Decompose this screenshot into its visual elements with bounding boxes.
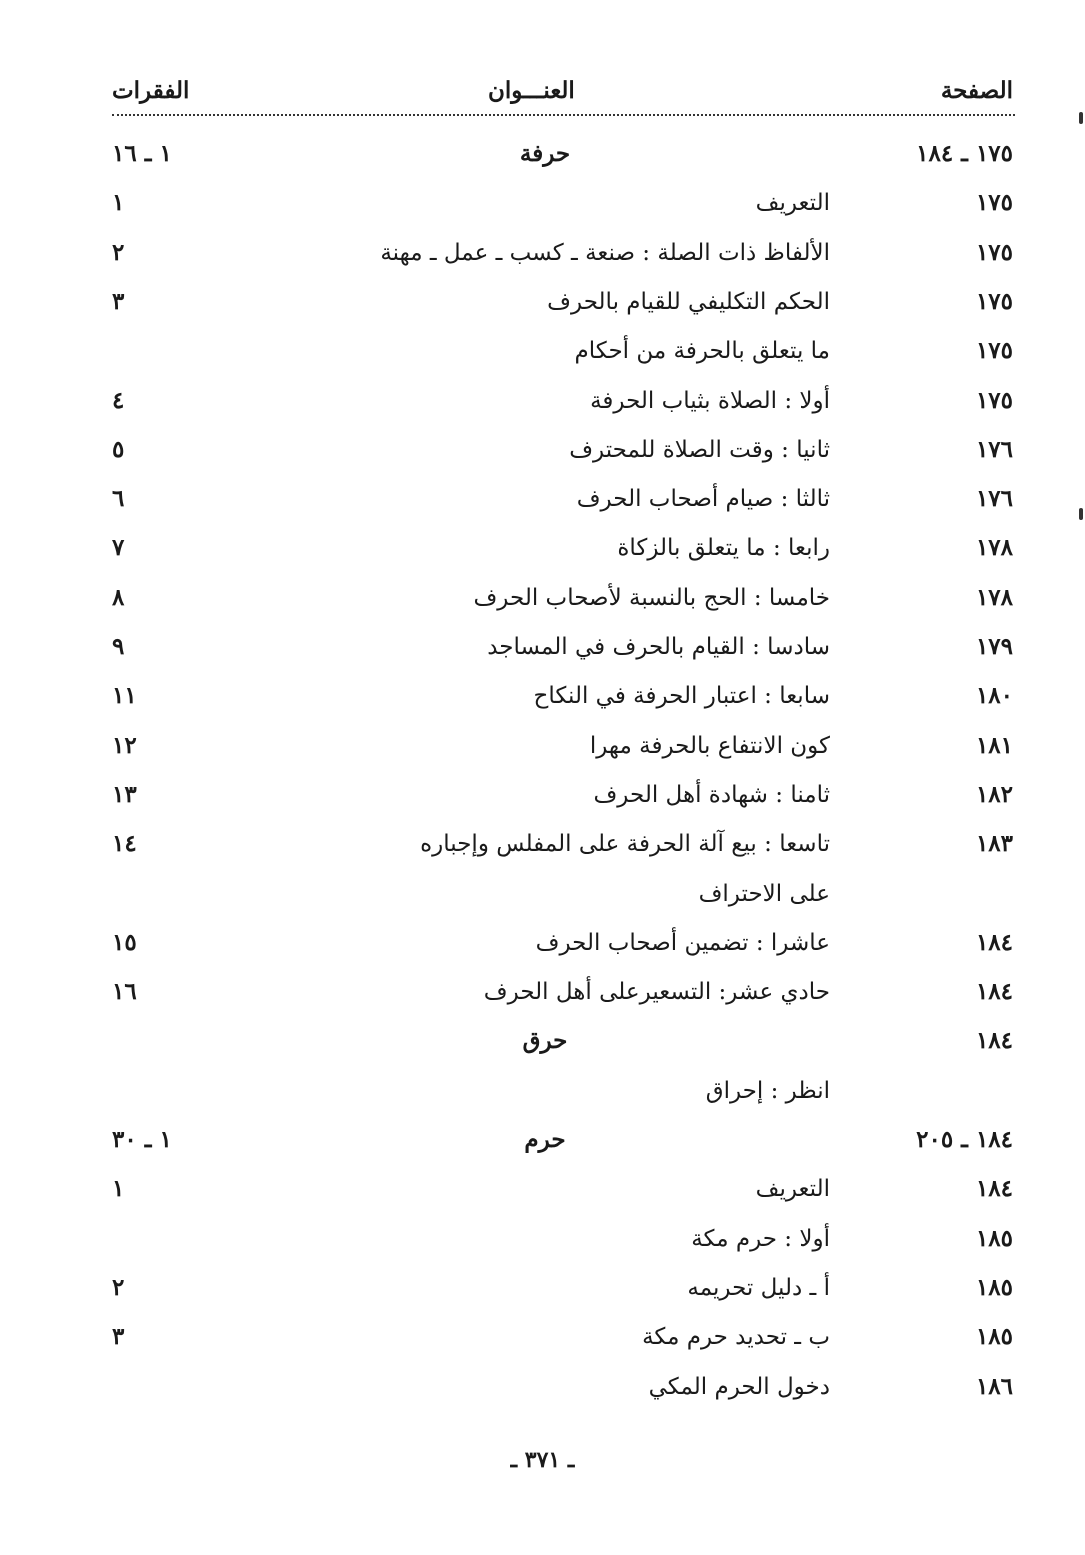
toc-page: ١٨٥ <box>975 1273 1013 1301</box>
toc-page: ١٧٥ <box>975 337 1013 365</box>
toc-row <box>0 430 1085 470</box>
page-number: ـ ٣٧١ ـ <box>510 1447 575 1473</box>
toc-title: أ ـ دليل تحريمه <box>687 1274 830 1301</box>
toc-title: تاسعا : بيع آلة الحرفة على المفلس وإجباره <box>420 831 830 858</box>
toc-row <box>0 479 1085 519</box>
toc-heading-row <box>0 134 1085 174</box>
toc-title: سادسا : القيام بالحرف في المساجد <box>487 634 830 660</box>
toc-page: ١٧٥ <box>975 386 1013 414</box>
toc-paragraphs: ٢ <box>112 1273 125 1301</box>
toc-page: ١٧٦ <box>975 485 1013 513</box>
toc-paragraphs: ١٦ <box>112 978 137 1006</box>
header-title-label: العنـــوان <box>488 77 575 104</box>
toc-row <box>0 1367 1085 1407</box>
toc-page: ١٧٥ ـ ١٨٤ <box>916 140 1013 167</box>
toc-title: ثامنا : شهادة أهل الحرف <box>593 781 830 808</box>
toc-page: ١٧٥ <box>975 189 1013 217</box>
toc-heading-row <box>0 1021 1085 1061</box>
toc-row <box>0 1071 1085 1111</box>
toc-title: انظر : إحراق <box>705 1077 830 1104</box>
header-divider <box>112 114 1015 116</box>
toc-page: ١٨٥ <box>975 1224 1013 1252</box>
toc-title: خامسا : الحج بالنسبة لأصحاب الحرف <box>473 584 830 611</box>
toc-page: ١٨٤ <box>975 1027 1013 1055</box>
toc-row <box>0 627 1085 667</box>
toc-paragraphs: ١٥ <box>112 928 137 956</box>
toc-title: كون الانتفاع بالحرفة مهرا <box>589 732 830 759</box>
toc-page: ١٨٠ <box>975 682 1013 710</box>
margin-mark <box>1079 112 1083 124</box>
toc-paragraphs: ٣ <box>112 287 125 315</box>
toc-page: ١٨٤ <box>975 978 1013 1006</box>
toc-row <box>0 972 1085 1012</box>
toc-title: الألفاظ ذات الصلة : صنعة ـ كسب ـ عمل ـ مهنة <box>380 239 830 266</box>
toc-title: أولا : حرم مكة <box>691 1225 830 1252</box>
toc-row <box>0 1169 1085 1209</box>
toc-title: أولا : الصلاة بثياب الحرفة <box>590 387 830 414</box>
toc-row <box>0 578 1085 618</box>
toc-page: ١٧٩ <box>975 633 1013 660</box>
toc-paragraphs: ١١ <box>112 682 137 710</box>
toc-row <box>0 233 1085 273</box>
header-page-label: الصفحة <box>940 77 1013 104</box>
toc-row <box>0 282 1085 322</box>
toc-page: ١٨٦ <box>975 1372 1013 1400</box>
toc-page: ١٧٨ <box>975 534 1013 562</box>
header-paragraphs-label: الفقرات <box>112 77 190 104</box>
toc-paragraphs: ١ ـ ١٦ <box>112 140 172 167</box>
toc-paragraphs: ١ ـ ٣٠ <box>112 1126 172 1153</box>
toc-title: ثانيا : وقت الصلاة للمحترف <box>569 436 830 463</box>
toc-row <box>0 874 1085 914</box>
toc-paragraphs: ٤ <box>112 386 125 414</box>
toc-page: ١٧٥ <box>975 238 1013 266</box>
toc-paragraphs: ١٤ <box>112 830 137 858</box>
toc-title: رابعا : ما يتعلق بالزكاة <box>617 535 830 562</box>
toc-title: ما يتعلق بالحرفة من أحكام <box>574 338 830 365</box>
toc-page: ١٨٤ <box>975 928 1013 956</box>
toc-row <box>0 923 1085 963</box>
toc-paragraphs: ٨ <box>112 583 125 611</box>
toc-heading-title: حرم <box>524 1126 566 1153</box>
margin-mark <box>1079 508 1083 520</box>
toc-page: ١٨٢ <box>975 780 1013 808</box>
toc-row <box>0 1219 1085 1259</box>
toc-row <box>0 726 1085 766</box>
toc-paragraphs: ١ <box>112 189 125 217</box>
toc-title: دخول الحرم المكي <box>648 1373 830 1400</box>
toc-paragraphs: ٢ <box>112 238 125 266</box>
toc-paragraphs: ٣ <box>112 1323 125 1351</box>
toc-page: ١٧٨ <box>975 583 1013 611</box>
toc-row <box>0 775 1085 815</box>
toc-row <box>0 331 1085 371</box>
toc-title: ب ـ تحديد حرم مكة <box>642 1324 830 1351</box>
toc-paragraphs: ٥ <box>112 435 125 463</box>
toc-page: ١٨٥ <box>975 1323 1013 1351</box>
toc-page: ١٨١ <box>975 731 1013 759</box>
toc-row <box>0 1268 1085 1308</box>
toc-heading-row <box>0 1120 1085 1160</box>
toc-paragraphs: ٩ <box>112 633 125 660</box>
toc-paragraphs: ٦ <box>112 485 125 513</box>
toc-page: ١٨٤ ـ ٢٠٥ <box>916 1126 1013 1153</box>
toc-title: عاشرا : تضمين أصحاب الحرف <box>535 929 830 956</box>
toc-paragraphs: ١ <box>112 1175 125 1203</box>
toc-title: التعريف <box>755 1176 830 1203</box>
toc-row <box>0 183 1085 223</box>
toc-row <box>0 824 1085 864</box>
toc-row <box>0 1317 1085 1357</box>
toc-paragraphs: ١٣ <box>112 780 137 808</box>
toc-title: سابعا : اعتبار الحرفة في النكاح <box>533 683 830 710</box>
toc-title: التعريف <box>755 190 830 217</box>
toc-title: الحكم التكليفي للقيام بالحرف <box>547 288 830 315</box>
toc-row <box>0 528 1085 568</box>
toc-title: ثالثا : صيام أصحاب الحرف <box>576 486 830 513</box>
toc-paragraphs: ١٢ <box>112 731 137 759</box>
toc-row <box>0 676 1085 716</box>
toc-title: حادي عشر: التسعيرعلى أهل الحرف <box>483 979 830 1006</box>
toc-page: ١٨٣ <box>975 830 1013 858</box>
toc-title: على الاحتراف <box>698 880 830 907</box>
toc-page: ١٧٥ <box>975 287 1013 315</box>
toc-heading-title: حرفة <box>519 140 571 167</box>
toc-heading-title: حرق <box>522 1027 568 1055</box>
toc-row <box>0 381 1085 421</box>
toc-page: ١٨٤ <box>975 1175 1013 1203</box>
toc-page: ١٧٦ <box>975 435 1013 463</box>
toc-paragraphs: ٧ <box>112 534 125 562</box>
